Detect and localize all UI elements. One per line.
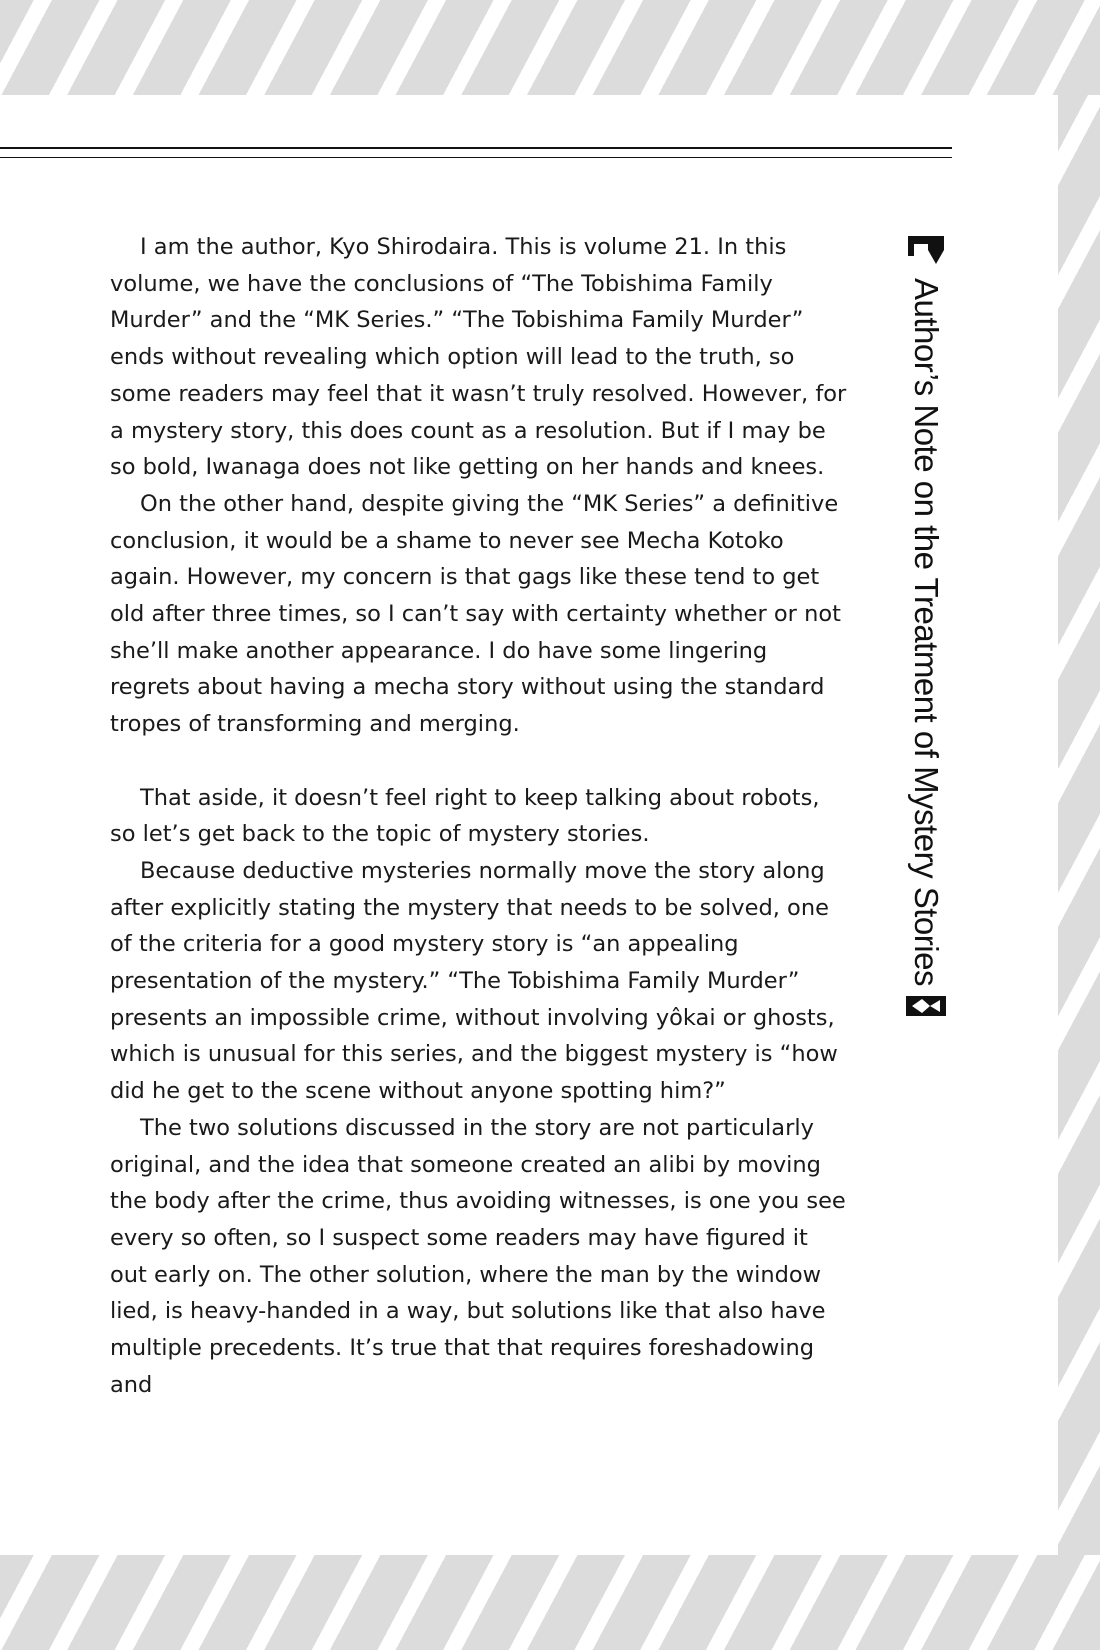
body-text — [110, 229, 850, 1403]
header-rule — [0, 147, 952, 149]
vertical-title: Author’s Note on the Treatment of Mystery Stories — [908, 278, 945, 986]
paragraph-spacer — [110, 743, 850, 780]
header-rule-thin — [0, 157, 952, 158]
bracket-ornament-top-icon — [906, 234, 946, 266]
paragraph: Because deductive mysteries normally move the story along after explicitly stating the mystery that needs to be solved, one of the criteria for a good mystery story is “an appealing presentation of the mystery.” “The Tobishima Family Murder” presents an impossible crime, without involving yôkai or ghosts, which is unusual for this series, and the biggest mystery is “how did he get to the scene without anyone spotting him?” — [110, 857, 838, 1105]
decorative-stripe-band-top — [0, 0, 1100, 95]
decorative-stripe-band-bottom — [0, 1555, 1100, 1650]
paragraph: On the other hand, despite giving the “MK Series” a definitive conclusion, it would be a shame to never see Mecha Kotoko again. However, my concern is that gags like these tend to get old after three times, so I can’t say with certainty whether or not she’ll make another appearance. I do have some lingering regrets about having a mecha story without using the standard tropes of transforming and merging. — [110, 490, 841, 738]
paragraph: The two solutions discussed in the story are not particularly original, and the idea that someone created an alibi by moving the body after the crime, thus avoiding witnesses, is one you see every so often, so I suspect some readers may have figured it out early on. The other solution, where the man by the window lied, is heavy-handed in a way, but solutions like that also have multiple precedents. It’s true that that requires foreshadowing and — [110, 1114, 846, 1398]
paragraph: I am the author, Kyo Shirodaira. This is volume 21. In this volume, we have the conclusions of “The Tobishima Family Murder” and the “MK Series.” “The Tobishima Family Murder” ends without revealing which option will lead to the truth, so some readers may feel that it wasn’t truly resolved. However, for a mystery story, this does count as a resolution. But if I may be so bold, Iwanaga does not like getting on her hands and knees. — [110, 234, 847, 481]
bracket-ornament-bottom-icon — [904, 994, 948, 1018]
paragraph: That aside, it doesn’t feel right to keep talking about robots, so let’s get back to the topic of mystery stories. — [110, 784, 820, 848]
decorative-stripe-band-right — [1058, 95, 1100, 1555]
sidebar-title — [880, 234, 960, 1024]
